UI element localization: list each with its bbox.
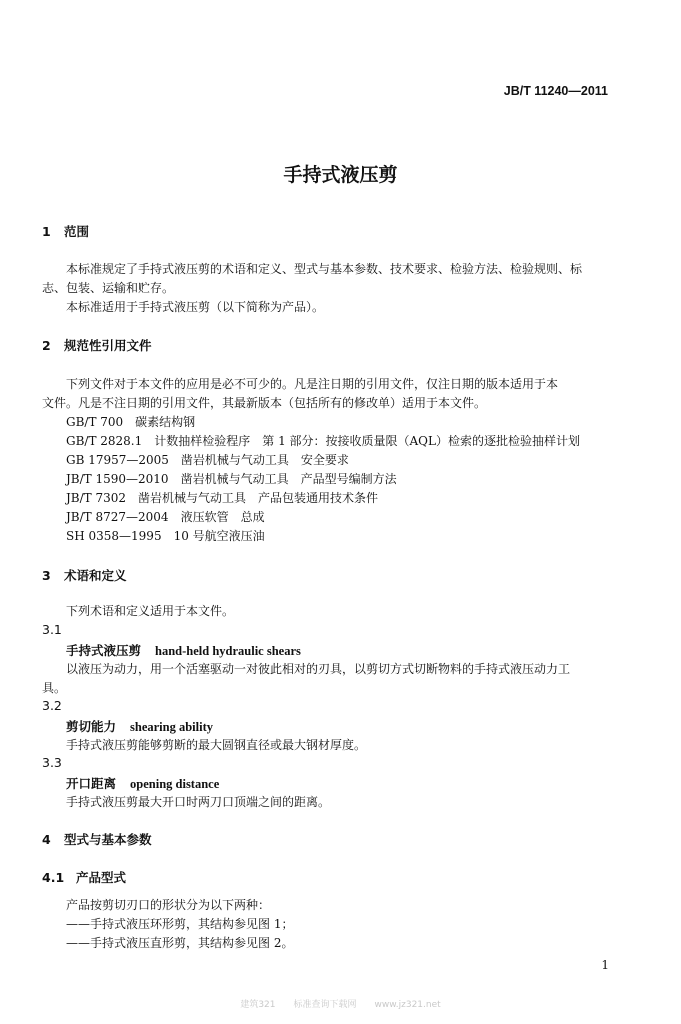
term-heading: [66, 717, 213, 735]
term-cn: 剪切能力: [66, 719, 117, 734]
section-title: 术语和定义: [64, 568, 127, 583]
term-en: hand-held hydraulic shears: [155, 644, 301, 658]
paragraph: 本标准规定了手持式液压剪的术语和定义、型式与基本参数、技术要求、检验方法、检验规则、标: [66, 262, 583, 276]
term-en: opening distance: [130, 777, 220, 791]
reference-item: JB/T 8727—2004 液压软管 总成: [66, 510, 265, 524]
paragraph: 志、包装、运输和贮存。: [42, 281, 175, 295]
term-definition: 手持式液压剪能够剪断的最大圆钢直径或最大钢材厚度。: [66, 738, 367, 752]
section-number: 4: [42, 832, 51, 847]
section-title: 规范性引用文件: [64, 338, 152, 353]
paragraph: 下列术语和定义适用于本文件。: [66, 604, 235, 618]
term-heading: [66, 641, 301, 659]
paragraph: 文件。凡是不注日期的引用文件，其最新版本（包括所有的修改单）适用于本文件。: [42, 396, 487, 410]
section-number: 3: [42, 568, 51, 583]
reference-item: SH 0358—1995 10 号航空液压油: [66, 529, 265, 543]
section-title: 型式与基本参数: [64, 832, 152, 847]
watermark-footer: 建筑321 标准查询下载网 www.jz321.net: [240, 1000, 441, 1010]
term-number: 3.1: [42, 622, 62, 637]
term-en: shearing ability: [130, 720, 214, 734]
section-1-heading: [42, 222, 89, 240]
subsection-title: 产品型式: [76, 870, 127, 885]
reference-item: JB/T 1590—2010 凿岩机械与气动工具 产品型号编制方法: [66, 472, 397, 486]
term-number: 3.3: [42, 755, 62, 770]
term-cn: 开口距离: [66, 776, 117, 791]
paragraph: 本标准适用于手持式液压剪（以下简称为产品）。: [66, 300, 325, 314]
list-item: ——手持式液压直形剪，其结构参见图 2。: [66, 936, 294, 950]
subsection-4-1-heading: [42, 868, 126, 886]
term-cn: 手持式液压剪: [66, 643, 142, 658]
term-heading: [66, 774, 219, 792]
term-definition: 手持式液压剪最大开口时两刀口顶端之间的距离。: [66, 795, 331, 809]
page-number: 1: [601, 958, 609, 972]
section-number: 2: [42, 338, 51, 353]
section-2-heading: [42, 336, 152, 354]
reference-item: GB 17957—2005 凿岩机械与气动工具 安全要求: [66, 453, 349, 467]
term-definition: 以液压为动力，用一个活塞驱动一对彼此相对的刃具，以剪切方式切断物料的手持式液压动力工: [66, 662, 571, 676]
reference-item: JB/T 7302 凿岩机械与气动工具 产品包装通用技术条件: [66, 491, 379, 505]
section-4-heading: [42, 830, 152, 848]
standard-code: JB/T 11240—2011: [503, 84, 608, 98]
term-definition: 具。: [42, 681, 67, 695]
term-number: 3.2: [42, 698, 62, 713]
section-3-heading: [42, 566, 127, 584]
section-number: 1: [42, 224, 51, 239]
reference-item: GB/T 700 碳素结构钢: [66, 415, 196, 429]
document-title: 手持式液压剪: [283, 164, 398, 186]
reference-item: GB/T 2828.1 计数抽样检验程序 第 1 部分：按接收质量限（AQL）检索的逐批检验抽样计划: [66, 434, 580, 448]
section-title: 范围: [64, 224, 90, 239]
list-item: ——手持式液压环形剪，其结构参见图 1；: [66, 917, 294, 931]
paragraph: 产品按剪切刃口的形状分为以下两种：: [66, 898, 271, 912]
subsection-number: 4.1: [42, 870, 65, 885]
paragraph: 下列文件对于本文件的应用是必不可少的。凡是注日期的引用文件，仅注日期的版本适用于本: [66, 377, 559, 391]
